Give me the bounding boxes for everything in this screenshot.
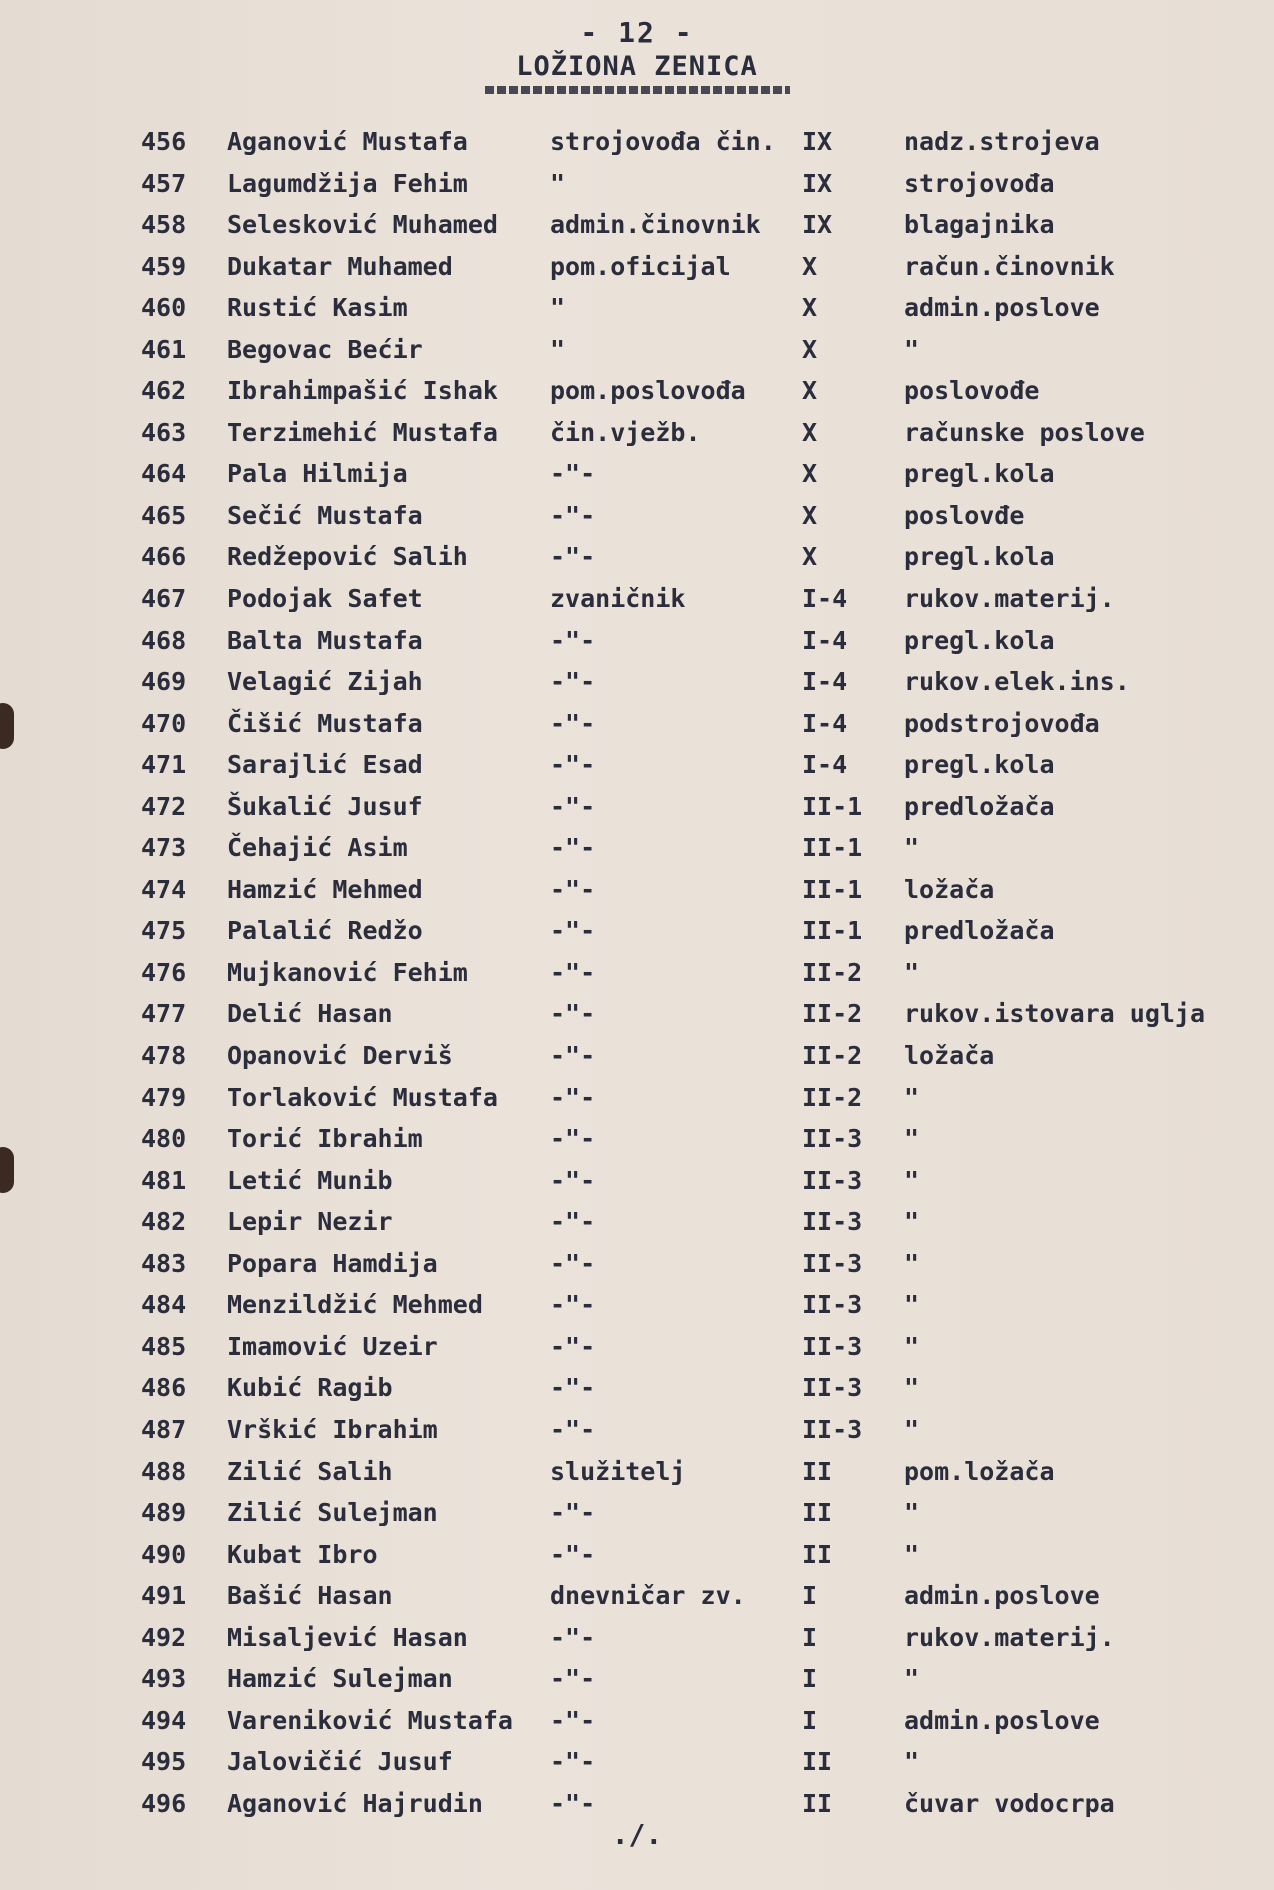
pay-grade: II-3 — [802, 1124, 863, 1154]
duty-assignment: pregl.kola — [904, 542, 1055, 572]
pay-grade: I — [802, 1705, 818, 1735]
row-number: 467 — [141, 584, 187, 614]
duty-assignment: strojovođa — [904, 168, 1055, 198]
pay-grade: II-3 — [802, 1290, 863, 1320]
list-row — [0, 412, 1274, 454]
job-title: strojovođa čin. — [550, 127, 776, 156]
job-title: -"- — [550, 1331, 596, 1361]
duty-assignment: " — [904, 1414, 920, 1444]
row-number: 459 — [141, 251, 187, 281]
page-header — [0, 16, 1274, 94]
pay-grade: I-4 — [802, 584, 848, 614]
employee-name: Rustić Kasim — [227, 293, 408, 323]
duty-assignment: " — [904, 1248, 920, 1278]
row-number: 489 — [141, 1498, 187, 1528]
employee-name: Podojak Safet — [227, 584, 423, 614]
pay-grade: II-1 — [802, 833, 863, 863]
pay-grade: I — [802, 1622, 818, 1652]
list-row — [0, 1451, 1274, 1493]
pay-grade: II — [802, 1539, 833, 1569]
row-number: 483 — [141, 1248, 187, 1278]
list-row — [0, 827, 1274, 869]
duty-assignment: admin.poslove — [904, 1705, 1100, 1735]
duty-assignment: rukov.materij. — [904, 584, 1115, 614]
job-title: -"- — [550, 1414, 596, 1444]
pay-grade: IX — [802, 168, 833, 198]
row-number: 487 — [141, 1414, 187, 1444]
job-title: pom.poslovođa — [550, 376, 746, 406]
pay-grade: II-3 — [802, 1414, 863, 1444]
employee-name: Kubić Ragib — [227, 1373, 393, 1403]
employee-name: Balta Mustafa — [227, 625, 423, 655]
duty-assignment: " — [904, 957, 920, 987]
job-title: -"- — [550, 1248, 596, 1278]
employee-name: Aganović Hajrudin — [227, 1788, 483, 1818]
job-title: -"- — [550, 1290, 596, 1320]
list-row — [0, 1534, 1274, 1576]
duty-assignment: račun.činovnik — [904, 251, 1115, 281]
list-row — [0, 786, 1274, 828]
employee-name: Zilić Sulejman — [227, 1498, 438, 1528]
list-row — [0, 1160, 1274, 1202]
pay-grade: II-2 — [802, 1041, 863, 1071]
list-row — [0, 620, 1274, 662]
pay-grade: I-4 — [802, 708, 848, 738]
job-title: -"- — [550, 1498, 596, 1528]
job-title: -"- — [550, 916, 596, 946]
row-number: 476 — [141, 957, 187, 987]
employee-name: Delić Hasan — [227, 999, 393, 1029]
title-underline — [485, 86, 790, 94]
duty-assignment: čuvar vodocrpa — [904, 1788, 1115, 1818]
page-number: - 12 - — [580, 16, 694, 49]
job-title: -"- — [550, 791, 596, 821]
employee-name: Jalovičić Jusuf — [227, 1747, 453, 1777]
job-title: " — [550, 168, 566, 198]
job-title: -"- — [550, 1539, 596, 1569]
job-title: -"- — [550, 874, 596, 904]
list-row — [0, 1326, 1274, 1368]
job-title: zvaničnik — [550, 584, 686, 614]
employee-name: Opanović Derviš — [227, 1041, 453, 1071]
employee-name: Pala Hilmija — [227, 459, 408, 489]
row-number: 461 — [141, 334, 187, 364]
row-number: 486 — [141, 1373, 187, 1403]
pay-grade: II — [802, 1788, 833, 1818]
employee-name: Vrškić Ibrahim — [227, 1414, 438, 1444]
pay-grade: I-4 — [802, 667, 848, 697]
row-number: 477 — [141, 999, 187, 1029]
duty-assignment: admin.poslove — [904, 293, 1100, 323]
row-number: 494 — [141, 1705, 187, 1735]
employee-name: Lepir Nezir — [227, 1207, 393, 1237]
list-row — [0, 869, 1274, 911]
duty-assignment: poslovđe — [904, 500, 1025, 530]
employee-name: Misaljević Hasan — [227, 1622, 468, 1652]
row-number: 475 — [141, 916, 187, 946]
employee-name: Vareniković Mustafa — [227, 1705, 513, 1735]
duty-assignment: " — [904, 1124, 920, 1154]
row-number: 468 — [141, 625, 187, 655]
list-row — [0, 1700, 1274, 1742]
employee-name: Popara Hamdija — [227, 1248, 438, 1278]
job-title: pom.oficijal — [550, 251, 731, 281]
employee-name: Redžepović Salih — [227, 542, 468, 572]
pay-grade: X — [802, 417, 818, 447]
list-row — [0, 910, 1274, 952]
pay-grade: II-2 — [802, 957, 863, 987]
duty-assignment: " — [904, 833, 920, 863]
employee-name: Čišić Mustafa — [227, 708, 423, 738]
job-title: dnevničar zv. — [550, 1581, 746, 1611]
employee-name: Torić Ibrahim — [227, 1124, 423, 1154]
pay-grade: I — [802, 1664, 818, 1694]
duty-assignment: " — [904, 1539, 920, 1569]
list-row — [0, 703, 1274, 745]
employee-name: Imamović Uzeir — [227, 1331, 438, 1361]
list-row — [0, 744, 1274, 786]
job-title: čin.vježb. — [550, 417, 701, 447]
duty-assignment: poslovođe — [904, 376, 1040, 406]
duty-assignment: ložača — [904, 1041, 995, 1071]
job-title: " — [550, 293, 566, 323]
employee-name: Aganović Mustafa — [227, 127, 468, 156]
pay-grade: X — [802, 251, 818, 281]
row-number: 479 — [141, 1082, 187, 1112]
duty-assignment: blagajnika — [904, 210, 1055, 240]
job-title: -"- — [550, 625, 596, 655]
job-title: -"- — [550, 1747, 596, 1777]
duty-assignment: podstrojovođa — [904, 708, 1100, 738]
row-number: 463 — [141, 417, 187, 447]
pay-grade: I — [802, 1581, 818, 1611]
row-number: 456 — [141, 127, 187, 156]
duty-assignment: " — [904, 1747, 920, 1777]
pay-grade: IX — [802, 210, 833, 240]
continuation-mark: ./. — [611, 1818, 663, 1851]
employee-name: Kubat Ibro — [227, 1539, 378, 1569]
job-title: -"- — [550, 1041, 596, 1071]
pay-grade: X — [802, 542, 818, 572]
pay-grade: X — [802, 376, 818, 406]
job-title: -"- — [550, 1082, 596, 1112]
list-row — [0, 1575, 1274, 1617]
duty-assignment: " — [904, 1290, 920, 1320]
duty-assignment: rukov.istovara uglja — [904, 999, 1206, 1029]
pay-grade: II — [802, 1498, 833, 1528]
list-row — [0, 1035, 1274, 1077]
duty-assignment: računske poslove — [904, 417, 1145, 447]
duty-assignment: pom.ložača — [904, 1456, 1055, 1486]
job-title: -"- — [550, 957, 596, 987]
employee-name: Torlaković Mustafa — [227, 1082, 498, 1112]
pay-grade: IX — [802, 127, 833, 156]
list-row — [0, 1658, 1274, 1700]
duty-assignment: pregl.kola — [904, 459, 1055, 489]
employee-name: Palalić Redžo — [227, 916, 423, 946]
employee-name: Selesković Muhamed — [227, 210, 498, 240]
job-title: -"- — [550, 1165, 596, 1195]
job-title: -"- — [550, 1788, 596, 1818]
page-title: LOŽIONA ZENICA — [516, 51, 758, 82]
list-row — [0, 1243, 1274, 1285]
row-number: 471 — [141, 750, 187, 780]
list-row — [0, 661, 1274, 703]
row-number: 474 — [141, 874, 187, 904]
duty-assignment: " — [904, 1082, 920, 1112]
list-row — [0, 370, 1274, 412]
list-row — [0, 536, 1274, 578]
employee-name: Velagić Zijah — [227, 667, 423, 697]
row-number: 485 — [141, 1331, 187, 1361]
row-number: 464 — [141, 459, 187, 489]
duty-assignment: rukov.elek.ins. — [904, 667, 1130, 697]
employee-name: Lagumdžija Fehim — [227, 168, 468, 198]
pay-grade: II-3 — [802, 1331, 863, 1361]
row-number: 496 — [141, 1788, 187, 1818]
duty-assignment: pregl.kola — [904, 625, 1055, 655]
row-number: 473 — [141, 833, 187, 863]
list-row — [0, 1367, 1274, 1409]
employee-name: Sarajlić Esad — [227, 750, 423, 780]
duty-assignment: " — [904, 1207, 920, 1237]
duty-assignment: rukov.materij. — [904, 1622, 1115, 1652]
pay-grade: II — [802, 1456, 833, 1486]
pay-grade: X — [802, 334, 818, 364]
job-title: -"- — [550, 500, 596, 530]
pay-grade: I-4 — [802, 750, 848, 780]
list-row — [0, 1617, 1274, 1659]
job-title: -"- — [550, 667, 596, 697]
employee-name: Begovac Bećir — [227, 334, 423, 364]
job-title: -"- — [550, 542, 596, 572]
pay-grade: II-2 — [802, 999, 863, 1029]
duty-assignment: " — [904, 334, 920, 364]
pay-grade: II-1 — [802, 791, 863, 821]
row-number: 478 — [141, 1041, 187, 1071]
employee-name: Zilić Salih — [227, 1456, 393, 1486]
job-title: -"- — [550, 1124, 596, 1154]
job-title: -"- — [550, 750, 596, 780]
list-row — [0, 1118, 1274, 1160]
duty-assignment: predložača — [904, 791, 1055, 821]
list-row — [0, 1201, 1274, 1243]
pay-grade: I-4 — [802, 625, 848, 655]
duty-assignment: admin.poslove — [904, 1581, 1100, 1611]
list-row — [0, 1741, 1274, 1783]
job-title: -"- — [550, 1207, 596, 1237]
job-title: -"- — [550, 708, 596, 738]
employee-name: Mujkanović Fehim — [227, 957, 468, 987]
employee-name: Sečić Mustafa — [227, 500, 423, 530]
row-number: 458 — [141, 210, 187, 240]
employee-name: Šukalić Jusuf — [227, 791, 423, 821]
employee-name: Hamzić Mehmed — [227, 874, 423, 904]
duty-assignment: nadz.strojeva — [904, 127, 1100, 156]
row-number: 490 — [141, 1539, 187, 1569]
list-row — [0, 329, 1274, 371]
duty-assignment: " — [904, 1498, 920, 1528]
list-row — [0, 453, 1274, 495]
job-title: admin.činovnik — [550, 210, 761, 240]
employee-name: Dukatar Muhamed — [227, 251, 453, 281]
pay-grade: II-3 — [802, 1207, 863, 1237]
list-row — [0, 204, 1274, 246]
list-row — [0, 495, 1274, 537]
duty-assignment: pregl.kola — [904, 750, 1055, 780]
employee-name: Ibrahimpašić Ishak — [227, 376, 498, 406]
row-number: 460 — [141, 293, 187, 323]
list-row — [0, 1409, 1274, 1451]
pay-grade: II-2 — [802, 1082, 863, 1112]
pay-grade: X — [802, 500, 818, 530]
row-number: 472 — [141, 791, 187, 821]
duty-assignment: predložača — [904, 916, 1055, 946]
row-number: 484 — [141, 1290, 187, 1320]
pay-grade: X — [802, 459, 818, 489]
job-title: " — [550, 334, 566, 364]
employee-name: Hamzić Sulejman — [227, 1664, 453, 1694]
row-number: 488 — [141, 1456, 187, 1486]
pay-grade: II-1 — [802, 874, 863, 904]
pay-grade: II-3 — [802, 1248, 863, 1278]
pay-grade: II-3 — [802, 1165, 863, 1195]
list-row — [0, 952, 1274, 994]
job-title: služitelj — [550, 1456, 686, 1486]
list-row — [0, 1077, 1274, 1119]
duty-assignment: " — [904, 1331, 920, 1361]
job-title: -"- — [550, 999, 596, 1029]
list-row — [0, 121, 1274, 163]
employee-name: Letić Munib — [227, 1165, 393, 1195]
duty-assignment: " — [904, 1664, 920, 1694]
row-number: 470 — [141, 708, 187, 738]
row-number: 457 — [141, 168, 187, 198]
list-row — [0, 993, 1274, 1035]
row-number: 495 — [141, 1747, 187, 1777]
pay-grade: II-1 — [802, 916, 863, 946]
staff-list — [0, 121, 1274, 1824]
employee-name: Bašić Hasan — [227, 1581, 393, 1611]
list-row — [0, 163, 1274, 205]
job-title: -"- — [550, 1622, 596, 1652]
job-title: -"- — [550, 459, 596, 489]
employee-name: Terzimehić Mustafa — [227, 417, 498, 447]
pay-grade: II — [802, 1747, 833, 1777]
row-number: 466 — [141, 542, 187, 572]
duty-assignment: ložača — [904, 874, 995, 904]
list-row — [0, 1284, 1274, 1326]
row-number: 469 — [141, 667, 187, 697]
row-number: 465 — [141, 500, 187, 530]
row-number: 462 — [141, 376, 187, 406]
list-row — [0, 287, 1274, 329]
duty-assignment: " — [904, 1165, 920, 1195]
employee-name: Čehajić Asim — [227, 833, 408, 863]
job-title: -"- — [550, 1705, 596, 1735]
job-title: -"- — [550, 1373, 596, 1403]
row-number: 493 — [141, 1664, 187, 1694]
job-title: -"- — [550, 1664, 596, 1694]
row-number: 492 — [141, 1622, 187, 1652]
list-row — [0, 246, 1274, 288]
pay-grade: II-3 — [802, 1373, 863, 1403]
row-number: 480 — [141, 1124, 187, 1154]
row-number: 481 — [141, 1165, 187, 1195]
job-title: -"- — [550, 833, 596, 863]
row-number: 491 — [141, 1581, 187, 1611]
row-number: 482 — [141, 1207, 187, 1237]
list-row — [0, 1492, 1274, 1534]
list-row — [0, 578, 1274, 620]
pay-grade: X — [802, 293, 818, 323]
employee-name: Menzildžić Mehmed — [227, 1290, 483, 1320]
duty-assignment: " — [904, 1373, 920, 1403]
